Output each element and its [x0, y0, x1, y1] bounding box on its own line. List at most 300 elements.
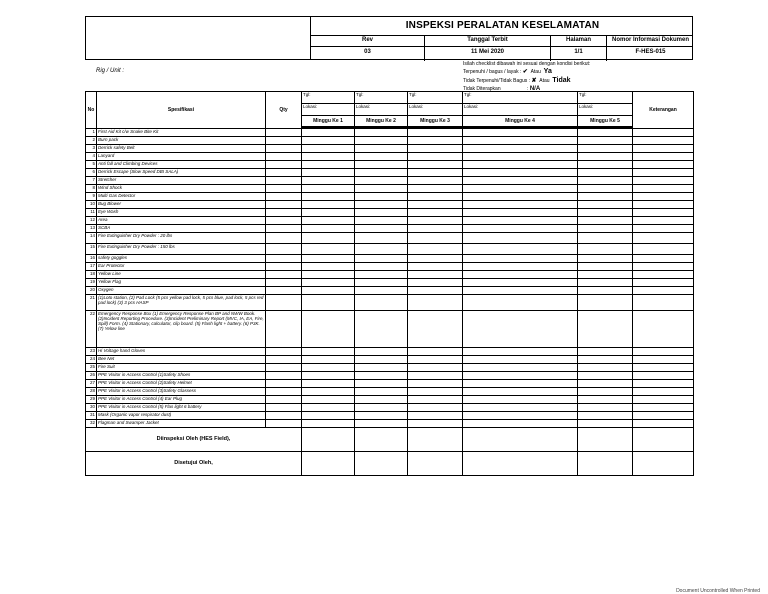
- week-3-check-cell[interactable]: [408, 161, 463, 169]
- week-3-check-cell[interactable]: [408, 193, 463, 201]
- week-2-check-cell[interactable]: [355, 380, 408, 388]
- week-4-check-cell[interactable]: [463, 372, 578, 380]
- week-3-check-cell[interactable]: [408, 185, 463, 193]
- item-number: 32: [86, 420, 97, 428]
- week-1-check-cell[interactable]: [302, 129, 355, 137]
- week-5-check-cell[interactable]: [578, 169, 633, 177]
- week-1-check-cell[interactable]: [302, 404, 355, 412]
- item-qty-cell[interactable]: [266, 225, 302, 233]
- week-1-check-cell[interactable]: [302, 217, 355, 225]
- week-5-check-cell[interactable]: [578, 217, 633, 225]
- keterangan-cell[interactable]: [633, 364, 694, 372]
- item-qty-cell[interactable]: [266, 185, 302, 193]
- week-2-check-cell[interactable]: [355, 185, 408, 193]
- table-row: [86, 233, 694, 244]
- week-2-check-cell[interactable]: [355, 193, 408, 201]
- item-qty-cell[interactable]: [266, 233, 302, 244]
- table-row: [86, 356, 694, 364]
- col-qty-header: Qty: [266, 92, 302, 129]
- week-3-check-cell[interactable]: [408, 279, 463, 287]
- week-4-check-cell[interactable]: [463, 233, 578, 244]
- keterangan-cell[interactable]: [633, 153, 694, 161]
- keterangan-cell[interactable]: [633, 388, 694, 396]
- item-qty-cell[interactable]: [266, 311, 302, 348]
- week-3-check-cell[interactable]: [408, 177, 463, 185]
- item-qty-cell[interactable]: [266, 129, 302, 137]
- keterangan-cell[interactable]: [633, 420, 694, 428]
- week-2-check-cell[interactable]: [355, 137, 408, 145]
- week-header-4: Minggu Ke 4: [463, 116, 578, 127]
- item-number: 24: [86, 356, 97, 364]
- week-3-check-cell[interactable]: [408, 255, 463, 263]
- week-4-check-cell[interactable]: [463, 217, 578, 225]
- week-2-check-cell[interactable]: [355, 244, 408, 255]
- week-3-check-cell[interactable]: [408, 217, 463, 225]
- table-row: [86, 311, 694, 348]
- week-4-check-cell[interactable]: [463, 356, 578, 364]
- item-qty-cell[interactable]: [266, 287, 302, 295]
- week-4-check-cell[interactable]: [463, 129, 578, 137]
- item-spesifikasi: Stretcher: [97, 177, 266, 185]
- lokasi-cell-4[interactable]: Lokasi:: [463, 104, 578, 116]
- week-4-check-cell[interactable]: [463, 380, 578, 388]
- keterangan-cell[interactable]: [633, 255, 694, 263]
- item-number: 5: [86, 161, 97, 169]
- week-4-check-cell[interactable]: [463, 348, 578, 356]
- week-5-check-cell[interactable]: [578, 388, 633, 396]
- week-3-check-cell[interactable]: [408, 263, 463, 271]
- week-3-check-cell[interactable]: [408, 396, 463, 404]
- week-1-check-cell[interactable]: [302, 356, 355, 364]
- item-spesifikasi: Hi Voltage hand Gloves: [97, 348, 266, 356]
- week-4-check-cell[interactable]: [463, 404, 578, 412]
- item-number: 23: [86, 348, 97, 356]
- item-number: 3: [86, 145, 97, 153]
- item-qty-cell[interactable]: [266, 356, 302, 364]
- item-qty-cell[interactable]: [266, 209, 302, 217]
- keterangan-cell[interactable]: [633, 348, 694, 356]
- item-qty-cell[interactable]: [266, 412, 302, 420]
- week-2-check-cell[interactable]: [355, 404, 408, 412]
- table-row: [86, 217, 694, 225]
- table-row: [86, 271, 694, 279]
- keterangan-cell[interactable]: [633, 244, 694, 255]
- item-qty-cell[interactable]: [266, 169, 302, 177]
- keterangan-cell[interactable]: [633, 271, 694, 279]
- week-5-check-cell[interactable]: [578, 233, 633, 244]
- week-4-check-cell[interactable]: [463, 279, 578, 287]
- item-number: 4: [86, 153, 97, 161]
- week-2-check-cell[interactable]: [355, 356, 408, 364]
- week-5-check-cell[interactable]: [578, 412, 633, 420]
- keterangan-cell[interactable]: [633, 169, 694, 177]
- lokasi-cell-1[interactable]: Lokasi:: [302, 104, 355, 116]
- week-4-check-cell[interactable]: [463, 364, 578, 372]
- week-5-check-cell[interactable]: [578, 364, 633, 372]
- item-number: 31: [86, 412, 97, 420]
- tgl-cell-3[interactable]: Tgl:: [408, 92, 463, 104]
- week-5-check-cell[interactable]: [578, 404, 633, 412]
- week-1-check-cell[interactable]: [302, 364, 355, 372]
- keterangan-cell[interactable]: [633, 233, 694, 244]
- week-3-check-cell[interactable]: [408, 420, 463, 428]
- week-2-check-cell[interactable]: [355, 153, 408, 161]
- keterangan-cell[interactable]: [633, 396, 694, 404]
- item-qty-cell[interactable]: [266, 244, 302, 255]
- item-spesifikasi: Bug Blower: [97, 201, 266, 209]
- week-3-check-cell[interactable]: [408, 287, 463, 295]
- week-5-check-cell[interactable]: [578, 380, 633, 388]
- inspected-by-signature-cell[interactable]: [463, 428, 578, 452]
- week-4-check-cell[interactable]: [463, 388, 578, 396]
- rev-label: Rev: [361, 37, 373, 43]
- week-2-check-cell[interactable]: [355, 129, 408, 137]
- week-1-check-cell[interactable]: [302, 380, 355, 388]
- keterangan-cell[interactable]: [633, 193, 694, 201]
- keterangan-cell[interactable]: [633, 404, 694, 412]
- week-3-check-cell[interactable]: [408, 129, 463, 137]
- page-label: Halaman: [565, 37, 591, 43]
- tgl-cell-5[interactable]: Tgl:: [578, 92, 633, 104]
- week-1-check-cell[interactable]: [302, 420, 355, 428]
- week-5-check-cell[interactable]: [578, 209, 633, 217]
- week-3-check-cell[interactable]: [408, 404, 463, 412]
- week-1-check-cell[interactable]: [302, 279, 355, 287]
- item-qty-cell[interactable]: [266, 193, 302, 201]
- week-5-check-cell[interactable]: [578, 145, 633, 153]
- week-1-check-cell[interactable]: [302, 225, 355, 233]
- week-2-check-cell[interactable]: [355, 388, 408, 396]
- week-4-check-cell[interactable]: [463, 209, 578, 217]
- week-3-check-cell[interactable]: [408, 311, 463, 348]
- approved-by-signature-cell[interactable]: [355, 452, 408, 476]
- approved-by-label: Disetujui Oleh,: [86, 452, 302, 476]
- week-1-check-cell[interactable]: [302, 145, 355, 153]
- week-1-check-cell[interactable]: [302, 201, 355, 209]
- week-5-check-cell[interactable]: [578, 193, 633, 201]
- keterangan-cell[interactable]: [633, 295, 694, 311]
- week-2-check-cell[interactable]: [355, 396, 408, 404]
- approved-by-signature-cell[interactable]: [578, 452, 633, 476]
- item-qty-cell[interactable]: [266, 396, 302, 404]
- keterangan-cell[interactable]: [633, 263, 694, 271]
- week-3-check-cell[interactable]: [408, 380, 463, 388]
- week-2-check-cell[interactable]: [355, 271, 408, 279]
- week-1-check-cell[interactable]: [302, 412, 355, 420]
- item-qty-cell[interactable]: [266, 404, 302, 412]
- week-3-check-cell[interactable]: [408, 348, 463, 356]
- week-1-check-cell[interactable]: [302, 244, 355, 255]
- item-qty-cell[interactable]: [266, 217, 302, 225]
- item-qty-cell[interactable]: [266, 177, 302, 185]
- item-qty-cell[interactable]: [266, 153, 302, 161]
- week-5-check-cell[interactable]: [578, 295, 633, 311]
- week-3-check-cell[interactable]: [408, 364, 463, 372]
- week-1-check-cell[interactable]: [302, 153, 355, 161]
- week-4-check-cell[interactable]: [463, 412, 578, 420]
- week-4-check-cell[interactable]: [463, 145, 578, 153]
- inspected-by-signature-cell[interactable]: [578, 428, 633, 452]
- week-3-check-cell[interactable]: [408, 233, 463, 244]
- week-5-check-cell[interactable]: [578, 137, 633, 145]
- item-number: 2: [86, 137, 97, 145]
- item-qty-cell[interactable]: [266, 388, 302, 396]
- approved-by-signature-cell[interactable]: [408, 452, 463, 476]
- approved-by-row: [86, 452, 694, 476]
- week-5-check-cell[interactable]: [578, 244, 633, 255]
- week-4-check-cell[interactable]: [463, 161, 578, 169]
- lokasi-cell-5[interactable]: Lokasi:: [578, 104, 633, 116]
- week-5-check-cell[interactable]: [578, 287, 633, 295]
- week-5-check-cell[interactable]: [578, 177, 633, 185]
- week-1-check-cell[interactable]: [302, 295, 355, 311]
- keterangan-cell[interactable]: [633, 372, 694, 380]
- week-2-check-cell[interactable]: [355, 145, 408, 153]
- week-3-check-cell[interactable]: [408, 271, 463, 279]
- week-4-check-cell[interactable]: [463, 255, 578, 263]
- week-3-check-cell[interactable]: [408, 356, 463, 364]
- week-2-check-cell[interactable]: [355, 372, 408, 380]
- item-qty-cell[interactable]: [266, 137, 302, 145]
- item-spesifikasi: Fire Extinguisher Dry Powder : 20 lbs: [97, 233, 266, 244]
- item-number: 7: [86, 177, 97, 185]
- item-qty-cell[interactable]: [266, 380, 302, 388]
- keterangan-cell[interactable]: [633, 287, 694, 295]
- week-1-check-cell[interactable]: [302, 233, 355, 244]
- week-4-check-cell[interactable]: [463, 225, 578, 233]
- item-qty-cell[interactable]: [266, 364, 302, 372]
- week-2-check-cell[interactable]: [355, 201, 408, 209]
- item-number: 11: [86, 209, 97, 217]
- inspected-by-signature-cell[interactable]: [408, 428, 463, 452]
- week-2-check-cell[interactable]: [355, 225, 408, 233]
- keterangan-cell[interactable]: [633, 380, 694, 388]
- tgl-cell-4[interactable]: Tgl:: [463, 92, 578, 104]
- week-4-check-cell[interactable]: [463, 271, 578, 279]
- item-qty-cell[interactable]: [266, 271, 302, 279]
- keterangan-cell[interactable]: [633, 225, 694, 233]
- week-1-check-cell[interactable]: [302, 388, 355, 396]
- item-qty-cell[interactable]: [266, 145, 302, 153]
- week-4-check-cell[interactable]: [463, 263, 578, 271]
- item-spesifikasi: Anti fall and Climbing Devices: [97, 161, 266, 169]
- keterangan-cell[interactable]: [633, 412, 694, 420]
- doc-number-label: Nomor Informasi Dokumen: [611, 37, 689, 43]
- week-4-check-cell[interactable]: [463, 295, 578, 311]
- week-1-check-cell[interactable]: [302, 372, 355, 380]
- item-spesifikasi: Fire Extinguisher Dry Powder : 150 lbs: [97, 244, 266, 255]
- approved-by-signature-cell[interactable]: [463, 452, 578, 476]
- week-header-1: Minggu Ke 1: [302, 116, 355, 127]
- week-2-check-cell[interactable]: [355, 177, 408, 185]
- item-qty-cell[interactable]: [266, 255, 302, 263]
- week-3-check-cell[interactable]: [408, 412, 463, 420]
- item-spesifikasi: PPE Visitor in Access Control (3)Safety Glassess: [97, 388, 266, 396]
- item-qty-cell[interactable]: [266, 263, 302, 271]
- item-spesifikasi: Yellow Flag: [97, 279, 266, 287]
- week-4-check-cell[interactable]: [463, 396, 578, 404]
- week-5-check-cell[interactable]: [578, 255, 633, 263]
- week-2-check-cell[interactable]: [355, 420, 408, 428]
- week-5-check-cell[interactable]: [578, 185, 633, 193]
- legend-row-na: Tidak Diterapkan : N/A: [463, 85, 541, 92]
- table-row: [86, 420, 694, 428]
- week-2-check-cell[interactable]: [355, 169, 408, 177]
- inspected-by-keterangan-cell[interactable]: [633, 428, 694, 452]
- week-3-check-cell[interactable]: [408, 145, 463, 153]
- week-4-check-cell[interactable]: [463, 287, 578, 295]
- item-number: 8: [86, 185, 97, 193]
- week-5-check-cell[interactable]: [578, 420, 633, 428]
- week-2-check-cell[interactable]: [355, 311, 408, 348]
- issue-date-value: 11 Mei 2020: [470, 49, 505, 55]
- week-2-check-cell[interactable]: [355, 217, 408, 225]
- item-qty-cell[interactable]: [266, 420, 302, 428]
- lokasi-cell-2[interactable]: Lokasi:: [355, 104, 408, 116]
- week-2-check-cell[interactable]: [355, 161, 408, 169]
- week-2-check-cell[interactable]: [355, 412, 408, 420]
- item-spesifikasi: Derrick Escape (Slow Speed DBI SALA): [97, 169, 266, 177]
- document-header: [85, 16, 693, 60]
- week-1-check-cell[interactable]: [302, 255, 355, 263]
- keterangan-cell[interactable]: [633, 217, 694, 225]
- week-1-check-cell[interactable]: [302, 185, 355, 193]
- week-1-check-cell[interactable]: [302, 177, 355, 185]
- keterangan-cell[interactable]: [633, 209, 694, 217]
- week-5-check-cell[interactable]: [578, 129, 633, 137]
- keterangan-cell[interactable]: [633, 311, 694, 348]
- item-qty-cell[interactable]: [266, 201, 302, 209]
- table-row: [86, 255, 694, 263]
- week-1-check-cell[interactable]: [302, 271, 355, 279]
- week-1-check-cell[interactable]: [302, 161, 355, 169]
- item-qty-cell[interactable]: [266, 279, 302, 287]
- week-3-check-cell[interactable]: [408, 137, 463, 145]
- table-row: [86, 244, 694, 255]
- week-1-check-cell[interactable]: [302, 348, 355, 356]
- week-1-check-cell[interactable]: [302, 263, 355, 271]
- week-3-check-cell[interactable]: [408, 169, 463, 177]
- approved-by-signature-cell[interactable]: [302, 452, 355, 476]
- week-4-check-cell[interactable]: [463, 177, 578, 185]
- approved-by-keterangan-cell[interactable]: [633, 452, 694, 476]
- tgl-cell-2[interactable]: Tgl:: [355, 92, 408, 104]
- table-row: [86, 372, 694, 380]
- week-4-check-cell[interactable]: [463, 137, 578, 145]
- lokasi-cell-3[interactable]: Lokasi:: [408, 104, 463, 116]
- week-3-check-cell[interactable]: [408, 225, 463, 233]
- week-2-check-cell[interactable]: [355, 233, 408, 244]
- week-1-check-cell[interactable]: [302, 311, 355, 348]
- week-5-check-cell[interactable]: [578, 311, 633, 348]
- item-spesifikasi: PPE Visitor in Access Control (4) Ear Plug: [97, 396, 266, 404]
- week-4-check-cell[interactable]: [463, 185, 578, 193]
- week-3-check-cell[interactable]: [408, 201, 463, 209]
- inspected-by-signature-cell[interactable]: [302, 428, 355, 452]
- item-number: 26: [86, 372, 97, 380]
- week-3-check-cell[interactable]: [408, 295, 463, 311]
- week-5-check-cell[interactable]: [578, 161, 633, 169]
- table-row: [86, 295, 694, 311]
- week-5-check-cell[interactable]: [578, 279, 633, 287]
- item-spesifikasi: Fire Suit: [97, 364, 266, 372]
- tgl-cell-1[interactable]: Tgl:: [302, 92, 355, 104]
- table-row: [86, 169, 694, 177]
- week-1-check-cell[interactable]: [302, 287, 355, 295]
- week-3-check-cell[interactable]: [408, 388, 463, 396]
- week-2-check-cell[interactable]: [355, 209, 408, 217]
- table-row: [86, 209, 694, 217]
- inspected-by-signature-cell[interactable]: [355, 428, 408, 452]
- keterangan-cell[interactable]: [633, 129, 694, 137]
- keterangan-cell[interactable]: [633, 201, 694, 209]
- week-5-check-cell[interactable]: [578, 225, 633, 233]
- keterangan-cell[interactable]: [633, 177, 694, 185]
- keterangan-cell[interactable]: [633, 279, 694, 287]
- week-2-check-cell[interactable]: [355, 364, 408, 372]
- week-2-check-cell[interactable]: [355, 348, 408, 356]
- week-5-check-cell[interactable]: [578, 263, 633, 271]
- week-4-check-cell[interactable]: [463, 169, 578, 177]
- week-1-check-cell[interactable]: [302, 396, 355, 404]
- item-spesifikasi: SCBA: [97, 225, 266, 233]
- item-qty-cell[interactable]: [266, 372, 302, 380]
- week-4-check-cell[interactable]: [463, 244, 578, 255]
- week-5-check-cell[interactable]: [578, 201, 633, 209]
- table-row: [86, 263, 694, 271]
- keterangan-cell[interactable]: [633, 137, 694, 145]
- week-4-check-cell[interactable]: [463, 153, 578, 161]
- week-2-check-cell[interactable]: [355, 287, 408, 295]
- table-row: [86, 193, 694, 201]
- week-2-check-cell[interactable]: [355, 263, 408, 271]
- week-2-check-cell[interactable]: [355, 255, 408, 263]
- week-5-check-cell[interactable]: [578, 153, 633, 161]
- keterangan-cell[interactable]: [633, 145, 694, 153]
- item-qty-cell[interactable]: [266, 161, 302, 169]
- week-5-check-cell[interactable]: [578, 372, 633, 380]
- item-spesifikasi: Derrick safety Belt: [97, 145, 266, 153]
- item-number: 18: [86, 271, 97, 279]
- week-4-check-cell[interactable]: [463, 311, 578, 348]
- col-spesifikasi-header: Spesifikasi: [97, 92, 266, 129]
- week-4-check-cell[interactable]: [463, 420, 578, 428]
- week-header-5: Minggu Ke 5: [578, 116, 633, 127]
- week-4-check-cell[interactable]: [463, 201, 578, 209]
- week-1-check-cell[interactable]: [302, 209, 355, 217]
- week-1-check-cell[interactable]: [302, 137, 355, 145]
- keterangan-cell[interactable]: [633, 185, 694, 193]
- week-5-check-cell[interactable]: [578, 271, 633, 279]
- week-5-check-cell[interactable]: [578, 348, 633, 356]
- item-number: 6: [86, 169, 97, 177]
- week-3-check-cell[interactable]: [408, 372, 463, 380]
- week-1-check-cell[interactable]: [302, 193, 355, 201]
- item-qty-cell[interactable]: [266, 295, 302, 311]
- week-2-check-cell[interactable]: [355, 295, 408, 311]
- week-3-check-cell[interactable]: [408, 244, 463, 255]
- item-qty-cell[interactable]: [266, 348, 302, 356]
- week-3-check-cell[interactable]: [408, 209, 463, 217]
- week-5-check-cell[interactable]: [578, 356, 633, 364]
- week-3-check-cell[interactable]: [408, 153, 463, 161]
- week-2-check-cell[interactable]: [355, 279, 408, 287]
- week-5-check-cell[interactable]: [578, 396, 633, 404]
- week-4-check-cell[interactable]: [463, 193, 578, 201]
- keterangan-cell[interactable]: [633, 356, 694, 364]
- keterangan-cell[interactable]: [633, 161, 694, 169]
- week-1-check-cell[interactable]: [302, 169, 355, 177]
